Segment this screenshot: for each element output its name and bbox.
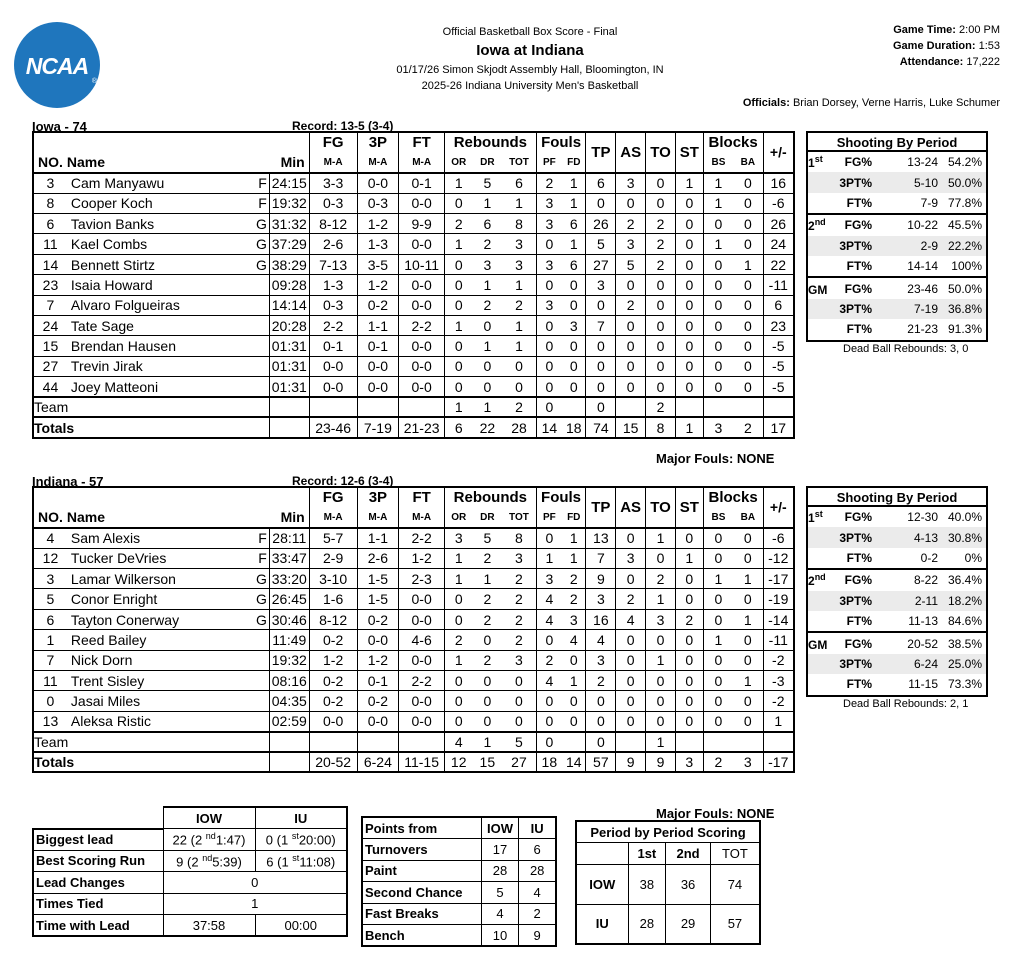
trademark-mark: ® bbox=[91, 78, 97, 85]
player-minutes: 19:32 bbox=[269, 650, 309, 670]
player-number: 6 bbox=[33, 609, 67, 629]
team-row: Team 1 1 2 0 0 2 bbox=[33, 397, 794, 417]
player-name: Lamar Wilkerson bbox=[67, 569, 253, 589]
player-minutes: 09:28 bbox=[269, 275, 309, 295]
player-position: G bbox=[253, 214, 269, 234]
dead-ball-rebounds: Dead Ball Rebounds: 3, 0 bbox=[843, 343, 969, 355]
shooting-row: 3PT% 2-11 18.2% bbox=[808, 591, 986, 611]
player-minutes: 08:16 bbox=[269, 671, 309, 691]
biggest-lead-row: Biggest lead 22 (2 $^{nd}$1:47) 0 (1 $^{st}$20:00) bbox=[33, 829, 347, 851]
player-name: Reed Bailey bbox=[67, 630, 253, 650]
shooting-row: FT% 0-2 0% bbox=[846, 550, 982, 565]
player-position bbox=[253, 630, 269, 650]
player-number: 0 bbox=[33, 691, 67, 711]
shooting-row: 3PT% 2-9 22.2% bbox=[808, 236, 986, 256]
shooting-by-period bbox=[806, 131, 988, 342]
player-minutes: 28:11 bbox=[269, 528, 309, 548]
player-row: 7 Alvaro Folgueiras 14:14 0-3 0-2 0-0 0 2 2 3 0 0 2 0 0 0 0 6 bbox=[33, 295, 794, 315]
player-name: Tate Sage bbox=[67, 316, 253, 336]
player-number: 27 bbox=[33, 356, 67, 376]
game-time: Game Time: 2:00 PM bbox=[893, 24, 1000, 36]
points-from-title: Points from bbox=[362, 817, 481, 839]
player-minutes: 26:45 bbox=[269, 589, 309, 609]
matchup-title: Iowa at Indiana bbox=[476, 42, 584, 59]
player-minutes: 37:29 bbox=[269, 234, 309, 254]
game-duration: Game Duration: 1:53 bbox=[893, 40, 1000, 52]
player-minutes: 02:59 bbox=[269, 711, 309, 731]
points-from-row: Second Chance 5 4 bbox=[362, 882, 556, 904]
team-row: Team 4 1 5 0 0 1 bbox=[33, 732, 794, 752]
player-number: 7 bbox=[33, 295, 67, 315]
shooting-row: FT% 7-9 77.8% bbox=[846, 195, 982, 210]
player-minutes: 11:49 bbox=[269, 630, 309, 650]
shooting-row: 3PT% 7-19 36.8% bbox=[808, 299, 986, 319]
player-minutes: 33:47 bbox=[269, 548, 309, 568]
points-from-table: Points from IOW IU Turnovers 17 6 Paint 28 28 Second Chance 5 4 Fast Breaks 4 2 Bench 10 9 bbox=[361, 816, 557, 947]
date-venue: 01/17/26 Simon Skjodt Assembly Hall, Bloomington, IN bbox=[396, 64, 664, 76]
points-from-row: Paint 28 28 bbox=[362, 860, 556, 882]
player-minutes: 31:32 bbox=[269, 214, 309, 234]
shooting-period-group bbox=[808, 570, 986, 633]
player-number: 6 bbox=[33, 214, 67, 234]
player-name: Aleksa Ristic bbox=[67, 711, 253, 731]
player-row: 0 Jasai Miles 04:35 0-2 0-2 0-0 0 0 0 0 0 0 0 0 0 0 0 -2 bbox=[33, 691, 794, 711]
player-minutes: 33:20 bbox=[269, 569, 309, 589]
player-row: 5 Conor Enright G 26:45 1-6 1-5 0-0 0 2 2 4 2 3 2 1 0 0 0 -19 bbox=[33, 589, 794, 609]
player-number: 13 bbox=[33, 711, 67, 731]
shooting-row: 3PT% 4-13 30.8% bbox=[808, 527, 986, 547]
period-score-row: IU 28 29 57 bbox=[576, 904, 760, 944]
player-row: 6 Tayton Conerway G 30:46 8-12 0-2 0-0 0 2 2 4 3 16 4 3 2 0 1 -14 bbox=[33, 609, 794, 629]
shooting-period-group bbox=[808, 278, 986, 339]
major-fouls: Major Fouls: NONE bbox=[656, 806, 775, 821]
player-minutes: 24:15 bbox=[269, 173, 309, 193]
player-position bbox=[253, 650, 269, 670]
team-score-label: Iowa - 74 bbox=[32, 119, 87, 134]
attendance: Attendance: 17,222 bbox=[899, 56, 1000, 68]
player-name: Tucker DeVries bbox=[67, 548, 253, 568]
shooting-row: GM FG% 20-52 38.5% bbox=[808, 636, 982, 652]
shooting-title: Shooting By Period bbox=[808, 488, 986, 507]
period-score-row: IOW 38 36 74 bbox=[576, 864, 760, 904]
player-position bbox=[253, 295, 269, 315]
player-row: 14 Bennett Stirtz G 38:29 7-13 3-5 10-11 0 3 3 3 6 27 5 2 0 0 1 22 bbox=[33, 254, 794, 274]
player-number: 44 bbox=[33, 377, 67, 397]
totals-row: Totals 23-46 7-19 21-23 6 22 28 14 18 74 15 8 1 3 2 17 bbox=[33, 417, 794, 437]
ncaa-logo bbox=[14, 22, 100, 108]
times-tied-row: Times Tied 1 bbox=[33, 893, 347, 915]
player-row: 23 Isaia Howard 09:28 1-3 1-2 0-0 0 1 1 0 0 3 0 0 0 0 0 -11 bbox=[33, 275, 794, 295]
player-name: Alvaro Folgueiras bbox=[67, 295, 253, 315]
game-stats-table bbox=[32, 806, 348, 937]
game-info bbox=[893, 22, 1000, 70]
player-name: Isaia Howard bbox=[67, 275, 253, 295]
player-name: Kael Combs bbox=[67, 234, 253, 254]
player-number: 1 bbox=[33, 630, 67, 650]
player-name: Cooper Koch bbox=[67, 193, 253, 213]
biggest-lead-iow: 22 (2 $^{nd}$1:47) bbox=[163, 829, 255, 851]
best-run-row: Best Scoring Run 9 (2 $^{nd}$5:39) 6 (1 $^{st}$11:08) bbox=[33, 850, 347, 872]
period-scoring-table: Period by Period Scoring 1st 2nd TOT IOW 38 36 74 IU 28 29 57 bbox=[575, 820, 761, 945]
shooting-row: FT% 11-15 73.3% bbox=[846, 677, 982, 692]
shooting-period-group bbox=[808, 633, 986, 694]
player-position bbox=[253, 356, 269, 376]
time-with-lead-row: Time with Lead 37:58 00:00 bbox=[33, 915, 347, 937]
player-position: G bbox=[253, 609, 269, 629]
dead-ball-rebounds: Dead Ball Rebounds: 2, 1 bbox=[843, 698, 969, 710]
col-iu: IU bbox=[255, 807, 347, 829]
player-number: 8 bbox=[33, 193, 67, 213]
player-name: Sam Alexis bbox=[67, 528, 253, 548]
player-position bbox=[253, 275, 269, 295]
major-fouls: Major Fouls: NONE bbox=[656, 451, 775, 466]
player-position: F bbox=[253, 528, 269, 548]
period-scoring-title: Period by Period Scoring bbox=[576, 821, 760, 843]
player-name: Joey Matteoni bbox=[67, 377, 253, 397]
season-label: 2025-26 Indiana University Men's Basketball bbox=[421, 80, 639, 92]
player-position: G bbox=[253, 589, 269, 609]
player-row: 3 Lamar Wilkerson G 33:20 3-10 1-5 2-3 1 1 2 3 2 9 0 2 0 1 1 -17 bbox=[33, 569, 794, 589]
player-number: 12 bbox=[33, 548, 67, 568]
player-minutes: 01:31 bbox=[269, 356, 309, 376]
player-name: Cam Manyawu bbox=[67, 173, 253, 193]
shooting-period-group bbox=[808, 152, 986, 215]
player-number: 23 bbox=[33, 275, 67, 295]
player-minutes: 30:46 bbox=[269, 609, 309, 629]
player-name: Brendan Hausen bbox=[67, 336, 253, 356]
lead-changes-row: Lead Changes 0 bbox=[33, 872, 347, 894]
biggest-lead-iu: 0 (1 $^{st}$20:00) bbox=[255, 829, 347, 851]
shooting-row: FT% 14-14 100% bbox=[846, 259, 982, 274]
totals-row: Totals 20-52 6-24 11-15 12 15 27 18 14 57 9 9 3 2 3 -17 bbox=[33, 752, 794, 772]
player-position: G bbox=[253, 234, 269, 254]
player-name: Conor Enright bbox=[67, 589, 253, 609]
player-number: 11 bbox=[33, 234, 67, 254]
points-from-row: Bench 10 9 bbox=[362, 925, 556, 947]
doc-type: Official Basketball Box Score - Final bbox=[442, 26, 618, 38]
box-score-table: FG 3P FT Rebounds Fouls TP AS TO ST Blocks +/- NO. Name Min M-A M-A M-A OR DR TOT PF FD BS BA 4 Sam Alexis F 28:11 5-7 1-1 2-2 3 5 8 0 1 13 0 1 0 0 0 -6 12 Tucker DeVries F 33:47 2-9 2-6 1-2 1 2 3 1 1 7 3 0 1 0 0 -12 3 Lamar Wilkerson G 33:20 3-10 1-5 2-3 1 1 2 3 2 9 0 2 0 1 1 -17 5 Conor Enright G 26:45 1-6 1-5 0-0 0 2 2 4 2 3 2 1 0 0 0 -19 6 Tayton Conerway G 30:46 8-12 0-2 0-0 0 2 2 4 3 16 4 3 2 0 1 -14 1 Reed Bailey 11:49 0-2 0-0 4-6 2 0 2 0 4 4 0 0 0 1 0 -11 7 Nick Dorn 19:32 1-2 1-2 0-0 1 2 3 2 0 3 0 1 0 0 0 -2 11 Trent Sisley 08:16 0-2 0-1 2-2 0 0 0 4 1 2 0 0 0 0 1 -3 0 Jasai Miles 04:35 0-2 0-2 0-0 0 0 0 0 0 0 0 0 0 0 0 -2 13 Aleksa Ristic 02:59 0-0 0-0 0-0 0 0 0 0 0 0 0 0 0 0 0 1 Team 4 1 5 0 0 1 Totals 20-52 6-24 11-15 12 15 27 18 14 57 9 9 3 2 3 -17 bbox=[32, 486, 795, 773]
points-from-row: Fast Breaks 4 2 bbox=[362, 903, 556, 925]
player-minutes: 14:14 bbox=[269, 295, 309, 315]
player-minutes: 20:28 bbox=[269, 316, 309, 336]
player-row: 11 Kael Combs G 37:29 2-6 1-3 0-0 1 2 3 0 1 5 3 2 0 1 0 24 bbox=[33, 234, 794, 254]
box-score-table: FG 3P FT Rebounds Fouls TP AS TO ST Blocks +/- NO. Name Min M-A M-A M-A OR DR TOT PF FD BS BA 3 Cam Manyawu F 24:15 3-3 0-0 0-1 1 5 6 2 1 6 3 0 1 1 0 16 8 Cooper Koch F 19:32 0-3 0-3 0-0 0 1 1 3 1 0 0 0 0 1 0 -6 6 Tavion Banks G 31:32 8-12 1-2 9-9 2 6 8 3 6 26 2 2 0 0 0 26 11 Kael Combs G 37:29 2-6 1-3 0-0 1 2 3 0 1 5 3 2 0 1 0 24 14 Bennett Stirtz G 38:29 7-13 3-5 10-11 0 3 3 3 6 27 5 2 0 0 1 22 23 Isaia Howard 09:28 1-3 1-2 0-0 0 1 1 0 0 3 0 0 0 0 0 -11 7 Alvaro Folgueiras 14:14 0-3 0-2 0-0 0 2 2 3 0 0 2 0 0 0 0 6 24 Tate Sage 20:28 2-2 1-1 2-2 1 0 1 0 3 7 0 0 0 0 0 23 15 Brendan Hausen 01:31 0-1 0-1 0-0 0 1 1 0 0 0 0 0 0 0 0 -5 27 Trevin Jirak 01:31 0-0 0-0 0-0 0 0 0 0 0 0 0 0 0 0 0 -5 44 Joey Matteoni 01:31 0-0 0-0 0-0 0 0 0 0 0 0 0 0 0 0 0 -5 Team 1 1 2 0 0 2 Totals 23-46 7-19 21-23 6 22 28 14 18 74 15 8 1 3 2 17 bbox=[32, 131, 795, 439]
shooting-row: 1st FG% 13-24 54.2% bbox=[808, 154, 982, 171]
col-iow: IOW bbox=[163, 807, 255, 829]
player-row: 4 Sam Alexis F 28:11 5-7 1-1 2-2 3 5 8 0 1 13 0 1 0 0 0 -6 bbox=[33, 528, 794, 548]
player-row: 44 Joey Matteoni 01:31 0-0 0-0 0-0 0 0 0 0 0 0 0 0 0 0 0 -5 bbox=[33, 377, 794, 397]
player-row: 15 Brendan Hausen 01:31 0-1 0-1 0-0 0 1 1 0 0 0 0 0 0 0 0 -5 bbox=[33, 336, 794, 356]
player-row: 8 Cooper Koch F 19:32 0-3 0-3 0-0 0 1 1 3 1 0 0 0 0 1 0 -6 bbox=[33, 193, 794, 213]
shooting-row: 2nd FG% 8-22 36.4% bbox=[808, 572, 982, 589]
shooting-period-group bbox=[808, 507, 986, 570]
player-minutes: 38:29 bbox=[269, 254, 309, 274]
player-minutes: 01:31 bbox=[269, 377, 309, 397]
points-from-row: Turnovers 17 6 bbox=[362, 839, 556, 861]
player-position: G bbox=[253, 569, 269, 589]
player-position bbox=[253, 671, 269, 691]
player-row: 12 Tucker DeVries F 33:47 2-9 2-6 1-2 1 2 3 1 1 7 3 0 1 0 0 -12 bbox=[33, 548, 794, 568]
shooting-row: GM FG% 23-46 50.0% bbox=[808, 281, 982, 297]
player-minutes: 04:35 bbox=[269, 691, 309, 711]
player-position bbox=[253, 336, 269, 356]
player-row: 11 Trent Sisley 08:16 0-2 0-1 2-2 0 0 0 4 1 2 0 0 0 0 1 -3 bbox=[33, 671, 794, 691]
player-position: G bbox=[253, 254, 269, 274]
player-position: F bbox=[253, 193, 269, 213]
player-row: 7 Nick Dorn 19:32 1-2 1-2 0-0 1 2 3 2 0 3 0 1 0 0 0 -2 bbox=[33, 650, 794, 670]
player-name: Jasai Miles bbox=[67, 691, 253, 711]
team-score-label: Indiana - 57 bbox=[32, 474, 104, 489]
shooting-row: FT% 21-23 91.3% bbox=[846, 322, 982, 337]
player-name: Trent Sisley bbox=[67, 671, 253, 691]
player-name: Tavion Banks bbox=[67, 214, 253, 234]
team-record: Record: 13-5 (3-4) bbox=[292, 119, 394, 133]
player-minutes: 19:32 bbox=[269, 193, 309, 213]
team-record: Record: 12-6 (3-4) bbox=[292, 474, 394, 488]
player-number: 5 bbox=[33, 589, 67, 609]
player-position bbox=[253, 691, 269, 711]
player-name: Nick Dorn bbox=[67, 650, 253, 670]
player-name: Tayton Conerway bbox=[67, 609, 253, 629]
player-row: 24 Tate Sage 20:28 2-2 1-1 2-2 1 0 1 0 3 7 0 0 0 0 0 23 bbox=[33, 316, 794, 336]
shooting-title: Shooting By Period bbox=[808, 133, 986, 152]
player-row: 6 Tavion Banks G 31:32 8-12 1-2 9-9 2 6 8 3 6 26 2 2 0 0 0 26 bbox=[33, 214, 794, 234]
shooting-row: 1st FG% 12-30 40.0% bbox=[808, 509, 982, 526]
ncaa-logo-text: NCAA bbox=[25, 53, 89, 79]
shooting-by-period bbox=[806, 486, 988, 697]
player-number: 3 bbox=[33, 569, 67, 589]
shooting-row: 2nd FG% 10-22 45.5% bbox=[808, 217, 982, 234]
player-position: F bbox=[253, 173, 269, 193]
player-number: 3 bbox=[33, 173, 67, 193]
player-name: Bennett Stirtz bbox=[67, 254, 253, 274]
player-row: 1 Reed Bailey 11:49 0-2 0-0 4-6 2 0 2 0 4 4 0 0 0 1 0 -11 bbox=[33, 630, 794, 650]
player-number: 11 bbox=[33, 671, 67, 691]
player-position bbox=[253, 711, 269, 731]
shooting-row: 3PT% 6-24 25.0% bbox=[808, 654, 986, 674]
player-number: 15 bbox=[33, 336, 67, 356]
shooting-period-group bbox=[808, 215, 986, 278]
officials: Officials: Brian Dorsey, Verne Harris, Luke Schumer bbox=[742, 97, 1000, 109]
player-row: 27 Trevin Jirak 01:31 0-0 0-0 0-0 0 0 0 0 0 0 0 0 0 0 0 -5 bbox=[33, 356, 794, 376]
player-name: Trevin Jirak bbox=[67, 356, 253, 376]
player-number: 4 bbox=[33, 528, 67, 548]
player-position: F bbox=[253, 548, 269, 568]
shooting-row: 3PT% 5-10 50.0% bbox=[808, 172, 986, 192]
player-position bbox=[253, 316, 269, 336]
player-number: 24 bbox=[33, 316, 67, 336]
player-row: 13 Aleksa Ristic 02:59 0-0 0-0 0-0 0 0 0 0 0 0 0 0 0 0 0 1 bbox=[33, 711, 794, 731]
player-position bbox=[253, 377, 269, 397]
shooting-row: FT% 11-13 84.6% bbox=[846, 614, 982, 629]
player-number: 7 bbox=[33, 650, 67, 670]
player-number: 14 bbox=[33, 254, 67, 274]
best-run-iow: 9 (2 $^{nd}$5:39) bbox=[163, 850, 255, 872]
player-row: 3 Cam Manyawu F 24:15 3-3 0-0 0-1 1 5 6 2 1 6 3 0 1 1 0 16 bbox=[33, 173, 794, 193]
best-run-iu: 6 (1 $^{st}$11:08) bbox=[255, 850, 347, 872]
player-minutes: 01:31 bbox=[269, 336, 309, 356]
